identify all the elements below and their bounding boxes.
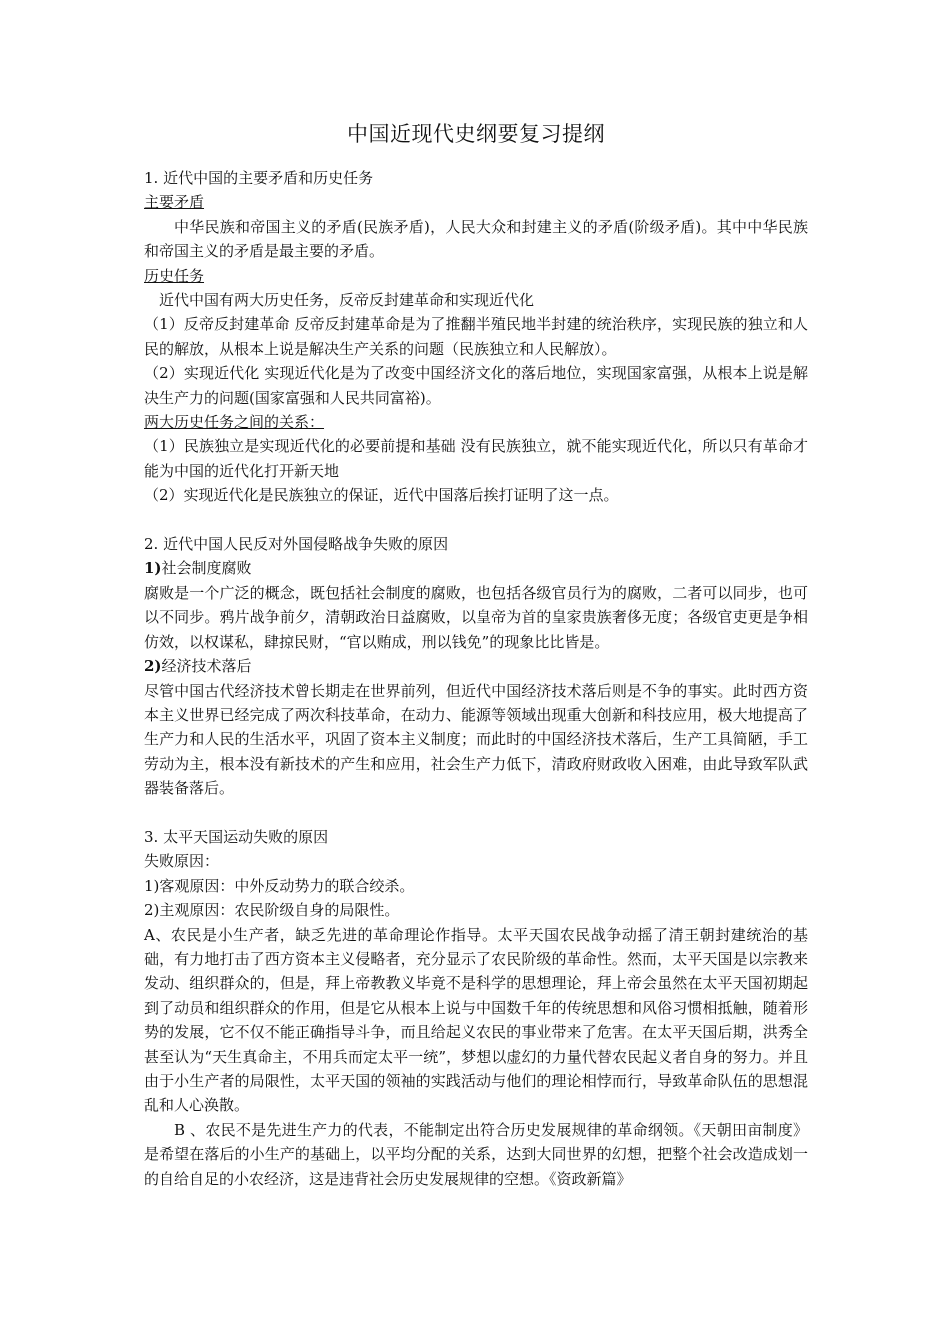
subheading-social-system [144, 556, 808, 580]
paragraph: （1）反帝反封建革命 反帝反封建革命是为了推翻半殖民地半封建的统治秩序，实现民族的独立和人民的解放，从根本上说是解决生产关系的问题（民族独立和人民解放）。 [144, 315, 808, 358]
item-text: 经济技术落后 [161, 657, 252, 676]
subheading-main-contradiction: 主要矛盾 [144, 193, 205, 212]
paragraph: 1)客观原因：中外反动势力的联合绞杀。 [144, 876, 415, 895]
paragraph: （1）民族独立是实现近代化的必要前提和基础 没有民族独立，就不能实现近代化，所以只有革命才能为中国的近代化打开新天地 [144, 437, 808, 480]
section-2-heading: 2. 近代中国人民反对外国侵略战争失败的原因 [144, 535, 449, 554]
section-3-heading: 3. 太平天国运动失败的原因 [144, 827, 329, 846]
page-title: 中国近现代史纲要复习提纲 [347, 122, 605, 146]
section-3 [144, 825, 808, 1191]
spacer [144, 801, 808, 825]
paragraph: 2)主观原因：农民阶级自身的局限性。 [144, 901, 400, 920]
item-text: 社会制度腐败 [161, 559, 252, 578]
paragraph: （2）实现近代化 实现近代化是为了改变中国经济文化的落后地位，实现国家富强，从根本上说是解决生产力的问题(国家富强和人民共同富裕)。 [144, 364, 808, 407]
document-page [144, 118, 808, 1191]
item-number: 2) [144, 657, 162, 676]
section-1-heading: 1. 近代中国的主要矛盾和历史任务 [144, 169, 374, 187]
paragraph: 尽管中国古代经济技术曾长期走在世界前列，但近代中国经济技术落后则是不争的事实。此时西方资本主义世界已经完成了两次科技革命，在动力、能源等领域出现重大创新和科技应用，极大地提高了生产力和人民的生活水平，巩固了资本主义制度；而此时的中国经济技术落后，生产工具简陋，手工劳动为主，根本没有新技术的产生和应用，社会生产力低下，清政府财政收入困难，由此导致军队武器装备落后。 [144, 681, 808, 798]
spacer [144, 508, 808, 532]
section-1 [144, 166, 808, 508]
paragraph: B 、农民不是先进生产力的代表，不能制定出符合历史发展规律的革命纲领。《天朝田亩制度》是希望在落后的小生产的基础上，以平均分配的关系，达到大同世界的幻想，把整个社会改造成划一的自给自足的小农经济，这是违背社会历史发展规律的空想。《资政新篇》 [144, 1120, 808, 1188]
item-number: 1) [144, 559, 162, 578]
paragraph: 近代中国有两大历史任务，反帝反封建革命和实现近代化 [159, 291, 535, 310]
section-2 [144, 532, 808, 800]
paragraph: （2）实现近代化是民族独立的保证，近代中国落后挨打证明了这一点。 [144, 486, 619, 505]
paragraph: 腐败是一个广泛的概念，既包括社会制度的腐败，也包括各级官员行为的腐败，二者可以同步，也可以不同步。鸦片战争前夕，清朝政治日益腐败，以皇帝为首的皇家贵族奢侈无度；各级官吏更是争相仿效，以权谋私，肆掠民财，“官以贿成，刑以钱免”的现象比比皆是。 [144, 583, 808, 651]
subheading-historical-tasks: 历史任务 [144, 266, 205, 285]
subheading-task-relationship: 两大历史任务之间的关系： [144, 413, 325, 432]
paragraph: A、农民是小生产者，缺乏先进的革命理论作指导。太平天国农民战争动摇了清王朝封建统治的基础，有力地打击了西方资本主义侵略者，充分显示了农民阶级的革命性。然而，太平天国是以宗教来发动、组织群众的，但是，拜上帝教教义毕竟不是科学的思想理论，拜上帝会虽然在太平天国初期起到了动员和组织群众的作用，但是它从根本上说与中国数千年的传统思想和风俗习惯相抵触，随着形势的发展，它不仅不能正确指导斗争，而且给起义农民的事业带来了危害。在太平天国后期，洪秀全甚至认为“天生真命主，不用兵而定太平一统”，梦想以虚幻的力量代替农民起义者自身的努力。并且由于小生产者的局限性，太平天国的领袖的实践活动与他们的理论相悖而行，导致革命队伍的思想混乱和人心涣散。 [144, 925, 808, 1115]
paragraph: 中华民族和帝国主义的矛盾(民族矛盾)，人民大众和封建主义的矛盾(阶级矛盾)。其中中华民族和帝国主义的矛盾是最主要的矛盾。 [144, 217, 808, 261]
subheading-economic-tech [144, 654, 808, 678]
paragraph: 失败原因： [144, 852, 220, 871]
